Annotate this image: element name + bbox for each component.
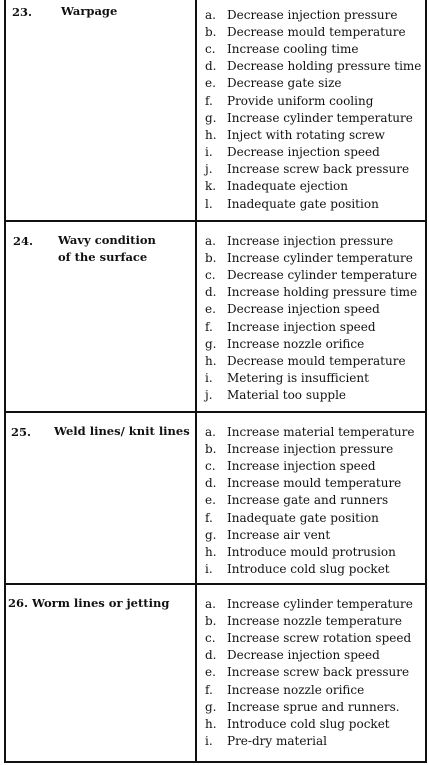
- item-letter: c.: [205, 458, 216, 473]
- list-item: [205, 126, 421, 143]
- item-text: Introduce cold slug pocket: [227, 716, 390, 731]
- item-letter: h.: [205, 544, 217, 559]
- item-letter: d.: [205, 285, 217, 300]
- item-letter: i.: [205, 734, 213, 749]
- column-divider: [195, 222, 197, 411]
- list-item: [205, 475, 414, 492]
- item-letter: c.: [205, 41, 216, 56]
- table-row: [6, 413, 425, 585]
- list-item: [205, 595, 413, 612]
- item-letter: b.: [205, 24, 217, 39]
- list-item: [205, 352, 417, 369]
- list-item: [205, 647, 413, 664]
- item-letter: c.: [205, 630, 216, 645]
- list-item: [205, 144, 421, 161]
- list-item: [205, 266, 417, 283]
- item-letter: k.: [205, 179, 217, 194]
- list-item: [205, 58, 421, 75]
- column-divider: [195, 413, 197, 583]
- list-item: [205, 370, 417, 387]
- item-letter: h.: [205, 716, 217, 731]
- list-item: [205, 543, 414, 560]
- item-letter: j.: [205, 388, 213, 403]
- item-text: Increase nozzle orifice: [227, 336, 365, 351]
- defect-title-line1: Wavy condition: [58, 233, 156, 247]
- item-letter: c.: [205, 267, 216, 282]
- item-letter: f.: [205, 319, 213, 334]
- list-item: [205, 733, 413, 750]
- remedy-list: [205, 595, 413, 750]
- item-text: Increase screw back pressure: [227, 162, 410, 177]
- item-text: Decrease gate size: [227, 76, 342, 91]
- item-letter: d.: [205, 59, 217, 74]
- item-letter: a.: [205, 596, 216, 611]
- row-number: 24.: [13, 234, 34, 248]
- item-letter: l.: [205, 196, 213, 211]
- item-letter: j.: [205, 162, 213, 177]
- item-letter: g.: [205, 336, 217, 351]
- item-letter: e.: [205, 76, 216, 91]
- item-text: Increase injection pressure: [227, 441, 394, 456]
- item-letter: a.: [205, 7, 216, 22]
- item-text: Decrease injection speed: [227, 648, 380, 663]
- item-letter: a.: [205, 233, 216, 248]
- defect-title: 26. Worm lines or jetting: [8, 596, 170, 610]
- item-text: Increase gate and runners: [227, 493, 389, 508]
- list-item: [205, 75, 421, 92]
- item-letter: h.: [205, 353, 217, 368]
- item-text: Introduce cold slug pocket: [227, 562, 390, 577]
- table-row: [6, 0, 425, 222]
- item-text: Decrease injection speed: [227, 145, 380, 160]
- item-letter: b.: [205, 613, 217, 628]
- item-text: Inject with rotating screw: [227, 127, 385, 142]
- item-text: Introduce mould protrusion: [227, 544, 396, 559]
- item-letter: b.: [205, 441, 217, 456]
- item-text: Increase screw rotation speed: [227, 630, 412, 645]
- list-item: [205, 664, 413, 681]
- item-text: Decrease injection pressure: [227, 7, 398, 22]
- item-text: Decrease mould temperature: [227, 353, 406, 368]
- row-number: 23.: [12, 5, 33, 19]
- item-text: Increase holding pressure time: [227, 285, 418, 300]
- item-letter: b.: [205, 250, 217, 265]
- row-number: 25.: [11, 425, 32, 439]
- list-item: [205, 284, 417, 301]
- item-text: Increase cylinder temperature: [227, 110, 413, 125]
- item-text: Decrease cylinder temperature: [227, 267, 418, 282]
- item-text: Increase nozzle temperature: [227, 613, 402, 628]
- item-text: Material too supple: [227, 388, 347, 403]
- item-letter: e.: [205, 665, 216, 680]
- list-item: [205, 161, 421, 178]
- defect-title: Weld lines/ knit lines: [54, 424, 190, 438]
- item-letter: f.: [205, 510, 213, 525]
- item-text: Pre-dry material: [227, 734, 328, 749]
- list-item: [205, 509, 414, 526]
- list-item: [205, 629, 413, 646]
- list-item: [205, 440, 414, 457]
- item-letter: e.: [205, 493, 216, 508]
- defect-title-line2: of the surface: [58, 250, 148, 264]
- item-text: Metering is insufficient: [227, 371, 369, 386]
- list-item: [205, 698, 413, 715]
- list-item: [205, 335, 417, 352]
- list-item: [205, 6, 421, 23]
- list-item: [205, 195, 421, 212]
- defect-title: Warpage: [61, 4, 118, 18]
- list-item: [205, 23, 421, 40]
- item-text: Inadequate gate position: [227, 510, 379, 525]
- list-item: [205, 457, 414, 474]
- item-letter: f.: [205, 93, 213, 108]
- list-item: [205, 109, 421, 126]
- item-text: Decrease mould temperature: [227, 24, 406, 39]
- item-text: Increase cooling time: [227, 41, 359, 56]
- item-text: Increase air vent: [227, 527, 331, 542]
- item-text: Increase injection speed: [227, 319, 376, 334]
- remedy-list: [205, 232, 417, 404]
- list-item: [205, 561, 414, 578]
- column-divider: [195, 585, 197, 761]
- list-item: [205, 301, 417, 318]
- list-item: [205, 92, 421, 109]
- list-item: [205, 526, 414, 543]
- item-text: Decrease injection speed: [227, 302, 380, 317]
- item-text: Increase injection pressure: [227, 233, 394, 248]
- list-item: [205, 232, 417, 249]
- list-item: [205, 249, 417, 266]
- item-letter: i.: [205, 145, 213, 160]
- list-item: [205, 423, 414, 440]
- item-letter: e.: [205, 302, 216, 317]
- table-row: [6, 585, 425, 763]
- item-letter: a.: [205, 424, 216, 439]
- item-text: Increase sprue and runners.: [227, 699, 400, 714]
- item-text: Increase screw back pressure: [227, 665, 410, 680]
- list-item: [205, 178, 421, 195]
- item-text: Increase cylinder temperature: [227, 596, 413, 611]
- item-text: Inadequate gate position: [227, 196, 379, 211]
- item-letter: i.: [205, 371, 213, 386]
- item-text: Increase material temperature: [227, 424, 415, 439]
- item-text: Increase nozzle orifice: [227, 682, 365, 697]
- list-item: [205, 492, 414, 509]
- item-text: Decrease holding pressure time: [227, 59, 422, 74]
- item-letter: d.: [205, 476, 217, 491]
- remedy-list: [205, 6, 421, 212]
- list-item: [205, 318, 417, 335]
- item-text: Increase cylinder temperature: [227, 250, 413, 265]
- item-letter: i.: [205, 562, 213, 577]
- item-letter: g.: [205, 110, 217, 125]
- table-row: [6, 222, 425, 413]
- item-letter: g.: [205, 699, 217, 714]
- item-text: Increase injection speed: [227, 458, 376, 473]
- list-item: [205, 40, 421, 57]
- item-letter: h.: [205, 127, 217, 142]
- list-item: [205, 387, 417, 404]
- column-divider: [195, 0, 197, 220]
- item-letter: d.: [205, 648, 217, 663]
- list-item: [205, 612, 413, 629]
- item-text: Increase mould temperature: [227, 476, 402, 491]
- remedy-list: [205, 423, 414, 578]
- item-letter: g.: [205, 527, 217, 542]
- item-letter: f.: [205, 682, 213, 697]
- troubleshooting-table: [4, 0, 427, 763]
- list-item: [205, 681, 413, 698]
- item-text: Inadequate ejection: [227, 179, 348, 194]
- list-item: [205, 715, 413, 732]
- item-text: Provide uniform cooling: [227, 93, 374, 108]
